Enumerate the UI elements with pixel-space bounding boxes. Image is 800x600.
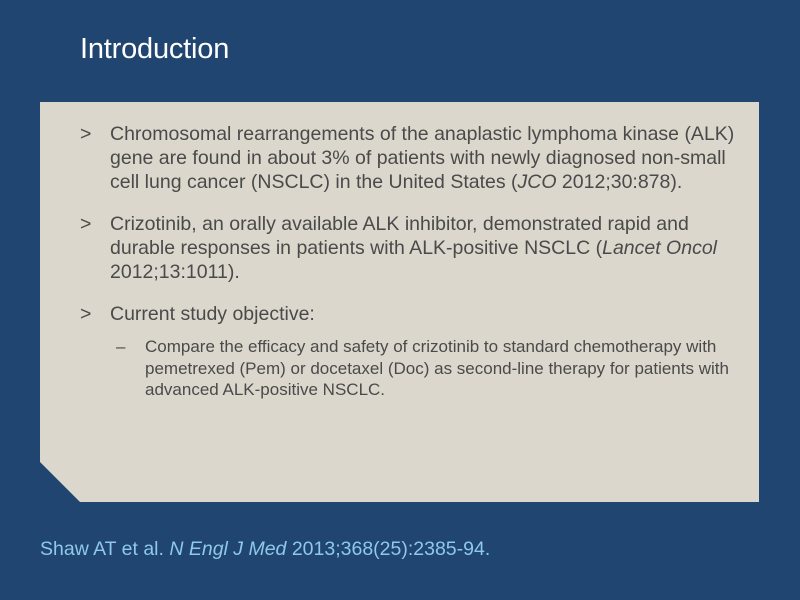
sub-bullet-marker: –: [116, 337, 126, 356]
reference-text: 2012;13:1011).: [110, 261, 240, 283]
bullet-text: Chromosomal rearrangements of the anaplastic lymphoma kinase (ALK) gene are found in about 3% of patients with newly diagnosed non-small cell lung cancer (NSCLC) in the United States (: [110, 123, 735, 193]
bullet-item-objective: [80, 302, 740, 326]
citation-journal: N Engl J Med: [169, 538, 287, 560]
bullet-marker: >: [80, 303, 92, 325]
sub-bullet-item: [80, 336, 740, 401]
journal-name: JCO: [517, 171, 557, 193]
bullet-item-crizotinib: [80, 212, 740, 284]
slide-title: Introduction: [80, 33, 230, 65]
sub-bullet-text: Compare the efficacy and safety of crizotinib to standard chemotherapy with pemetrexed (Pem) or docetaxel (Doc) as second-line therapy for patients with advanced ALK-positive NSCLC.: [145, 337, 729, 399]
journal-name: Lancet Oncol: [602, 237, 717, 259]
reference-text: 2012;30:878).: [556, 171, 683, 193]
citation: [40, 538, 490, 561]
citation-authors: Shaw AT et al.: [40, 538, 170, 560]
bullet-marker: >: [80, 213, 92, 235]
bullet-text: Current study objective:: [110, 303, 315, 325]
bullet-marker: >: [80, 123, 92, 145]
bullet-text: Crizotinib, an orally available ALK inhibitor, demonstrated rapid and durable responses in patients with ALK-positive NSCLC (: [110, 213, 689, 259]
bullet-list: [80, 122, 740, 401]
bullet-item-alk-rearrangements: [80, 122, 740, 194]
citation-reference: 2013;368(25):2385-94.: [286, 538, 491, 560]
